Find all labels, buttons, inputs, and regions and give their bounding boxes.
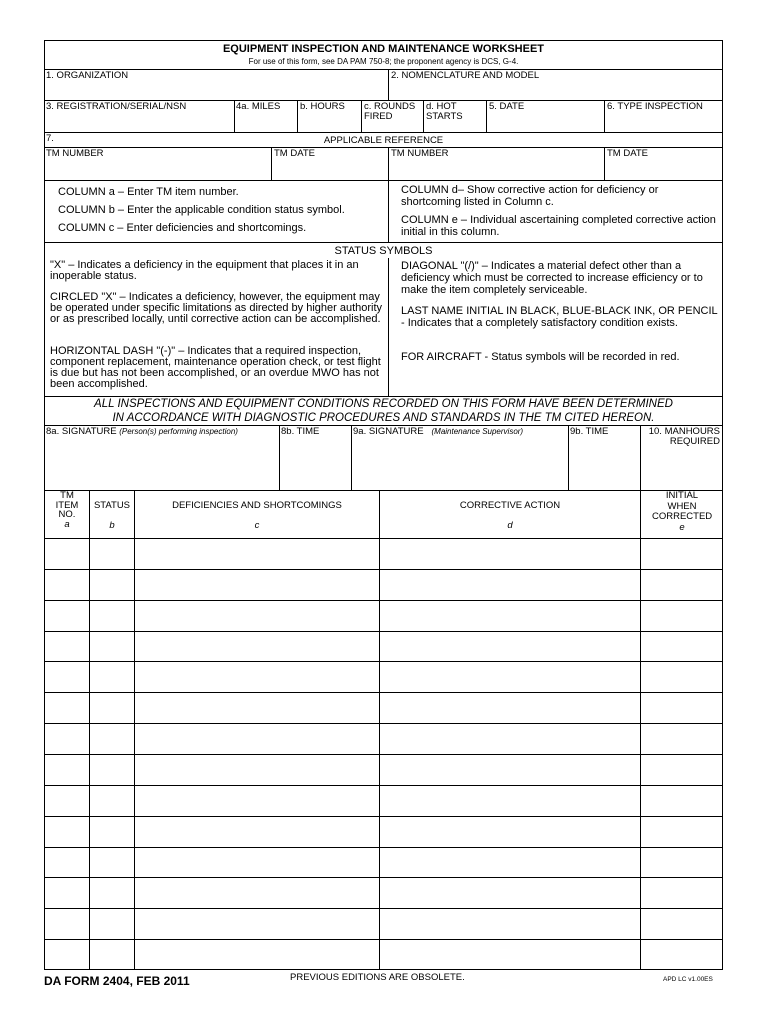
- deficiency-cell[interactable]: [135, 662, 379, 691]
- status-cell[interactable]: [90, 817, 134, 846]
- rounds-fired-label: c. ROUNDS FIRED: [364, 101, 416, 122]
- column-e-help: COLUMN e – Individual ascertaining completed corrective action initial in this column.: [401, 214, 716, 238]
- column-c-help: COLUMN c – Enter deficiencies and shortcomings.: [58, 222, 307, 234]
- status-cell[interactable]: [90, 878, 134, 907]
- time-8b-label: 8b. TIME: [281, 426, 320, 437]
- tm-date-label-2: TM DATE: [607, 148, 648, 159]
- deficiency-cell[interactable]: [135, 940, 379, 969]
- organization-field[interactable]: [46, 82, 386, 98]
- tm-item-cell[interactable]: [45, 601, 89, 630]
- deficiency-cell[interactable]: [135, 539, 379, 568]
- form-subtitle: For use of this form, see DA PAM 750-8; the proponent agency is DCS, G-4.: [248, 57, 519, 66]
- status-diagonal: DIAGONAL "(/)" – Indicates a material defect other than a deficiency which must be corrected to increase efficiency or to make the item completely serviceable.: [401, 260, 703, 296]
- type-inspection-label: 6. TYPE INSPECTION: [607, 101, 703, 112]
- corrective-action-cell[interactable]: [380, 632, 640, 661]
- initial-cell[interactable]: [641, 632, 722, 661]
- initial-cell[interactable]: [641, 909, 722, 938]
- certification-statement-2: IN ACCORDANCE WITH DIAGNOSTIC PROCEDURES AND STANDARDS IN THE TM CITED HEREON.: [112, 412, 655, 424]
- initial-cell[interactable]: [641, 848, 722, 877]
- previous-editions-note: PREVIOUS EDITIONS ARE OBSOLETE.: [290, 972, 465, 983]
- initial-cell[interactable]: [641, 878, 722, 907]
- deficiency-cell[interactable]: [135, 601, 379, 630]
- deficiency-cell[interactable]: [135, 632, 379, 661]
- tm-number-label-1: TM NUMBER: [46, 148, 104, 159]
- status-horizontal-dash: HORIZONTAL DASH "(-)" – Indicates that a required inspection, component replacement, maintenance operation check, or test flight is due but has not been accomplished, or an overdue MWO has not been accomplished.: [50, 345, 381, 390]
- corrective-action-cell[interactable]: [380, 848, 640, 877]
- col-b-header: STATUS b: [93, 500, 131, 531]
- signature-9a-field[interactable]: [353, 440, 566, 488]
- deficiency-cell[interactable]: [135, 878, 379, 907]
- initial-cell[interactable]: [641, 662, 722, 691]
- manhours-field[interactable]: [642, 448, 720, 488]
- form-id: DA FORM 2404, FEB 2011: [44, 974, 190, 988]
- tm-item-cell[interactable]: [45, 909, 89, 938]
- tm-date-label-1: TM DATE: [274, 148, 315, 159]
- status-cell[interactable]: [90, 662, 134, 691]
- deficiency-cell[interactable]: [135, 786, 379, 815]
- status-symbols-heading: STATUS SYMBOLS: [334, 245, 433, 257]
- initial-cell[interactable]: [641, 940, 722, 969]
- time-9b-label: 9b. TIME: [570, 426, 609, 437]
- applicable-reference-label: APPLICABLE REFERENCE: [323, 135, 444, 146]
- signature-8a-label: 8a. SIGNATURE (Person(s) performing inspection): [46, 426, 238, 437]
- column-b-help: COLUMN b – Enter the applicable condition status symbol.: [58, 204, 345, 216]
- version-label: APD LC v1.00ES: [663, 976, 713, 983]
- tm-item-cell[interactable]: [45, 693, 89, 722]
- nomenclature-label: 2. NOMENCLATURE AND MODEL: [391, 70, 540, 81]
- tm-item-cell[interactable]: [45, 539, 89, 568]
- status-cell[interactable]: [90, 786, 134, 815]
- status-cell[interactable]: [90, 724, 134, 753]
- status-cell[interactable]: [90, 601, 134, 630]
- form-title: EQUIPMENT INSPECTION AND MAINTENANCE WORKSHEET: [222, 43, 545, 55]
- certification-statement-1: ALL INSPECTIONS AND EQUIPMENT CONDITIONS RECORDED ON THIS FORM HAVE BEEN DETERMINED: [94, 398, 673, 410]
- col-e-header: INITIAL WHEN CORRECTED e: [652, 490, 713, 533]
- time-8b-field[interactable]: [281, 440, 349, 488]
- initial-cell[interactable]: [641, 601, 722, 630]
- initial-cell[interactable]: [641, 817, 722, 846]
- status-last-name-initial: LAST NAME INITIAL IN BLACK, BLUE-BLACK INK, OR PENCIL - Indicates that a completely satisfactory condition exists.: [401, 305, 718, 329]
- corrective-action-cell[interactable]: [380, 755, 640, 784]
- manhours-label: 10. MANHOURS REQUIRED: [648, 426, 720, 447]
- tm-item-cell[interactable]: [45, 570, 89, 599]
- corrective-action-cell[interactable]: [380, 817, 640, 846]
- tm-item-cell[interactable]: [45, 632, 89, 661]
- corrective-action-cell[interactable]: [380, 601, 640, 630]
- corrective-action-cell[interactable]: [380, 662, 640, 691]
- status-cell[interactable]: [90, 755, 134, 784]
- organization-label: 1. ORGANIZATION: [46, 70, 129, 81]
- date-label: 5. DATE: [489, 101, 525, 112]
- column-d-help: COLUMN d– Show corrective action for deficiency or shortcoming listed in Column c.: [401, 184, 659, 208]
- initial-cell[interactable]: [641, 786, 722, 815]
- corrective-action-cell[interactable]: [380, 786, 640, 815]
- status-cell[interactable]: [90, 848, 134, 877]
- tm-item-cell[interactable]: [45, 848, 89, 877]
- deficiency-cell[interactable]: [135, 817, 379, 846]
- status-aircraft: FOR AIRCRAFT - Status symbols will be recorded in red.: [401, 351, 680, 363]
- corrective-action-cell[interactable]: [380, 693, 640, 722]
- col-a-header: TM ITEM NO. a: [55, 490, 79, 530]
- tm-item-cell[interactable]: [45, 662, 89, 691]
- initial-cell[interactable]: [641, 724, 722, 753]
- hours-label: b. HOURS: [300, 101, 345, 112]
- initial-cell[interactable]: [641, 570, 722, 599]
- field-7-label: 7.: [46, 133, 54, 144]
- deficiency-cell[interactable]: [135, 693, 379, 722]
- signature-8a-field[interactable]: [46, 440, 277, 488]
- corrective-action-cell[interactable]: [380, 878, 640, 907]
- column-a-help: COLUMN a – Enter TM item number.: [58, 186, 239, 198]
- status-x: "X" – Indicates a deficiency in the equipment that places it in an inoperable status.: [50, 259, 359, 282]
- time-9b-field[interactable]: [570, 440, 638, 488]
- deficiency-cell[interactable]: [135, 570, 379, 599]
- status-cell[interactable]: [90, 693, 134, 722]
- initial-cell[interactable]: [641, 693, 722, 722]
- deficiency-cell[interactable]: [135, 724, 379, 753]
- status-cell[interactable]: [90, 909, 134, 938]
- status-cell[interactable]: [90, 539, 134, 568]
- hot-starts-label: d. HOT STARTS: [426, 101, 463, 122]
- tm-item-cell[interactable]: [45, 817, 89, 846]
- corrective-action-cell[interactable]: [380, 909, 640, 938]
- status-cell[interactable]: [90, 632, 134, 661]
- tm-item-cell[interactable]: [45, 940, 89, 969]
- tm-item-cell[interactable]: [45, 724, 89, 753]
- tm-number-label-2: TM NUMBER: [391, 148, 449, 159]
- deficiency-cell[interactable]: [135, 755, 379, 784]
- col-d-header: CORRECTIVE ACTION d: [459, 500, 561, 531]
- status-cell[interactable]: [90, 940, 134, 969]
- corrective-action-cell[interactable]: [380, 570, 640, 599]
- signature-9a-label: 9a. SIGNATURE (Maintenance Supervisor): [353, 426, 524, 437]
- tm-item-cell[interactable]: [45, 755, 89, 784]
- corrective-action-cell[interactable]: [380, 539, 640, 568]
- initial-cell[interactable]: [641, 755, 722, 784]
- tm-item-cell[interactable]: [45, 786, 89, 815]
- initial-cell[interactable]: [641, 539, 722, 568]
- corrective-action-cell[interactable]: [380, 940, 640, 969]
- tm-item-cell[interactable]: [45, 878, 89, 907]
- col-c-header: DEFICIENCIES AND SHORTCOMINGS c: [172, 500, 342, 531]
- deficiency-cell[interactable]: [135, 909, 379, 938]
- miles-label: 4a. MILES: [236, 101, 281, 112]
- registration-label: 3. REGISTRATION/SERIAL/NSN: [46, 101, 187, 112]
- deficiency-cell[interactable]: [135, 848, 379, 877]
- corrective-action-cell[interactable]: [380, 724, 640, 753]
- status-cell[interactable]: [90, 570, 134, 599]
- status-circled-x: CIRCLED "X" – Indicates a deficiency, however, the equipment may be operated under specific limitations as directed by higher authority or as prescribed locally, until corrective action can be accomplished.: [50, 291, 383, 325]
- nomenclature-field[interactable]: [390, 82, 720, 98]
